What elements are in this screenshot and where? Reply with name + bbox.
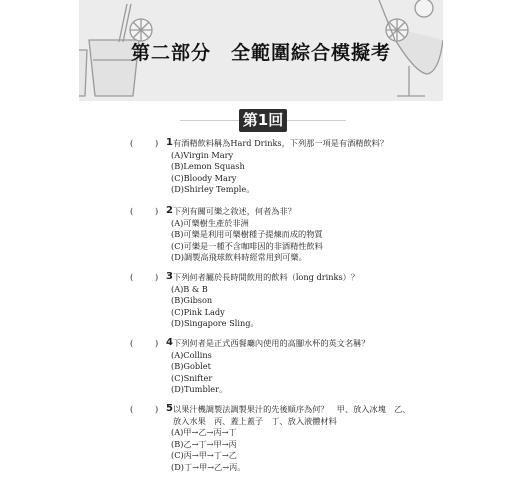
option-a: (A)B & B [171,283,208,294]
question-3 [130,272,460,330]
option-d: (D)調製高飛球飲料時經常用到可樂。 [171,252,307,263]
question-stem: 下列何者屬於長時間飲用的飲料（long drinks）？ [173,272,360,282]
option-b: (B)可樂是利用可樂樹種子提煉而成的物質 [171,229,323,240]
option-c: (C)丙→甲→丁→乙 [171,450,237,461]
question-options [171,350,460,396]
option-c: (C)Snifter [171,372,213,383]
question-1 [130,138,460,196]
answer-blank: ( ) [130,272,159,282]
option-d: (D)Shirley Temple。 [171,184,255,195]
option-b: (B)Gibson [171,295,213,306]
option-a: (A)Collins [171,349,212,360]
option-a: (A)Virgin Mary [171,149,234,160]
answer-blank: ( ) [130,338,159,348]
answer-blank: ( ) [130,138,159,148]
round-badge: 第1回 [239,109,287,132]
question-number: 3 [166,271,173,282]
question-number: 5 [166,403,173,414]
question-options [171,427,460,473]
question-stem: 下列有關可樂之敘述，何者為非？ [173,206,296,216]
option-a: (A)可樂樹生產於非洲 [171,217,249,228]
question-stem: 以果汁機調製法調製果汁的先後順序為何？ 甲、放入冰塊 乙、放入水果 丙、蓋上蓋子 丁、放入液體材料 [173,404,411,426]
question-options [171,284,460,330]
answer-blank: ( ) [130,404,159,414]
option-c: (C)Bloody Mary [171,172,237,183]
option-d: (D)Tumbler。 [171,384,228,395]
question-number: 1 [166,137,173,148]
question-2 [130,206,460,264]
question-stem: 下列何者是正式西餐廳內使用的高腳水杯的英文名稱？ [173,338,370,348]
option-b: (B)Goblet [171,361,211,372]
answer-blank: ( ) [130,206,159,216]
option-c: (C)可樂是一種不含咖啡因的非酒精性飲料 [171,240,323,251]
option-c: (C)Pink Lady [171,306,225,317]
option-b: (B)Lemon Squash [171,161,245,172]
option-d: (D)Singapore Sling。 [171,318,259,329]
option-b: (B)乙→丁→甲→丙 [171,438,237,449]
option-a: (A)甲→乙→丙→丁 [171,427,237,438]
section-banner [79,0,443,101]
question-stem: 有酒精飲料稱為Hard Drinks，下列那一項是有酒精飲料？ [173,138,389,148]
option-d: (D)丁→甲→乙→丙。 [171,461,246,472]
question-5 [130,404,460,474]
question-4 [130,338,460,396]
question-options [171,218,460,264]
question-number: 2 [166,205,173,216]
question-options [171,150,460,196]
question-number: 4 [166,337,173,348]
section-title: 第二部分 全範圍綜合模擬考 [130,42,391,64]
